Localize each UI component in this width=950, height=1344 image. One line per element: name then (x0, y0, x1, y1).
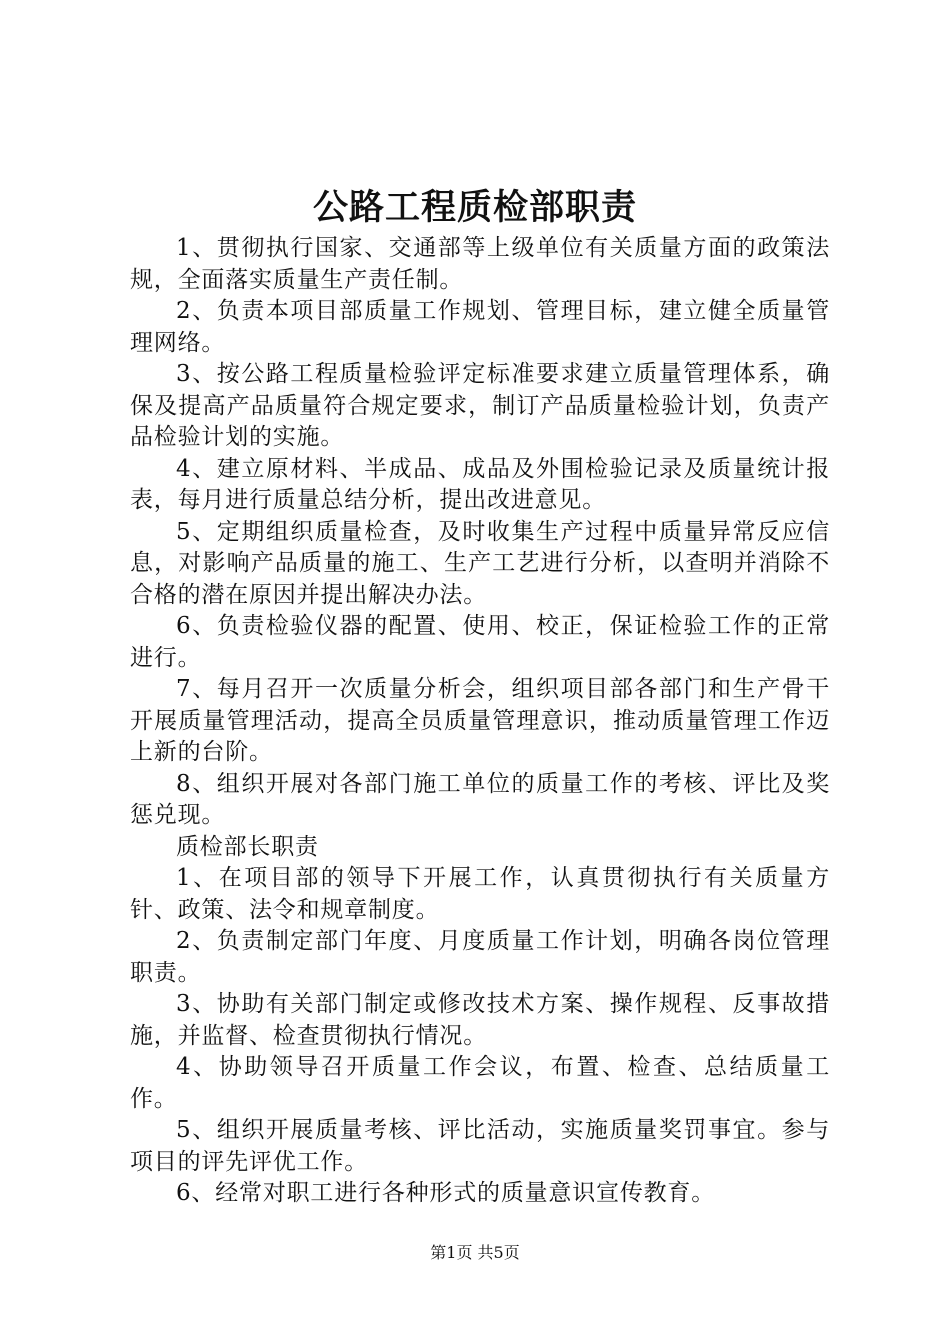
paragraph: 2、负责制定部门年度、月度质量工作计划，明确各岗位管理职责。 (130, 928, 830, 986)
page-number: 第1页 共5页 (430, 1243, 520, 1262)
paragraph: 3、协助有关部门制定或修改技术方案、操作规程、反事故措施，并监督、检查贯彻执行情况。 (130, 991, 830, 1049)
paragraph: 6、负责检验仪器的配置、使用、校正，保证检验工作的正常进行。 (130, 613, 830, 671)
paragraph: 1、贯彻执行国家、交通部等上级单位有关质量方面的政策法规，全面落实质量生产责任制。 (130, 235, 830, 293)
paragraph: 2、负责本项目部质量工作规划、管理目标，建立健全质量管理网络。 (130, 298, 830, 356)
section-heading: 质检部长职责 (176, 833, 319, 860)
paragraph: 1、在项目部的领导下开展工作，认真贯彻执行有关质量方针、政策、法令和规章制度。 (130, 865, 830, 923)
paragraph: 5、组织开展质量考核、评比活动，实施质量奖罚事宜。参与项目的评先评优工作。 (130, 1117, 830, 1175)
paragraph: 6、经常对职工进行各种形式的质量意识宣传教育。 (176, 1180, 716, 1206)
document-title: 公路工程质检部职责 (312, 187, 637, 228)
paragraph: 7、每月召开一次质量分析会，组织项目部各部门和生产骨干开展质量管理活动，提高全员质量管理意识，推动质量管理工作迈上新的台阶。 (130, 676, 830, 765)
paragraph: 5、定期组织质量检查，及时收集生产过程中质量异常反应信息，对影响产品质量的施工、生产工艺进行分析，以查明并消除不合格的潜在原因并提出解决办法。 (130, 518, 830, 608)
paragraph: 8、组织开展对各部门施工单位的质量工作的考核、评比及奖惩兑现。 (130, 770, 830, 828)
paragraph: 4、协助领导召开质量工作会议，布置、检查、总结质量工作。 (130, 1054, 830, 1112)
document-body (130, 233, 830, 1210)
paragraph: 3、按公路工程质量检验评定标准要求建立质量管理体系，确保及提高产品质量符合规定要求，制订产品质量检验计划，负责产品检验计划的实施。 (130, 361, 830, 450)
paragraph: 4、建立原材料、半成品、成品及外围检验记录及质量统计报表，每月进行质量总结分析，提出改进意见。 (130, 455, 830, 513)
